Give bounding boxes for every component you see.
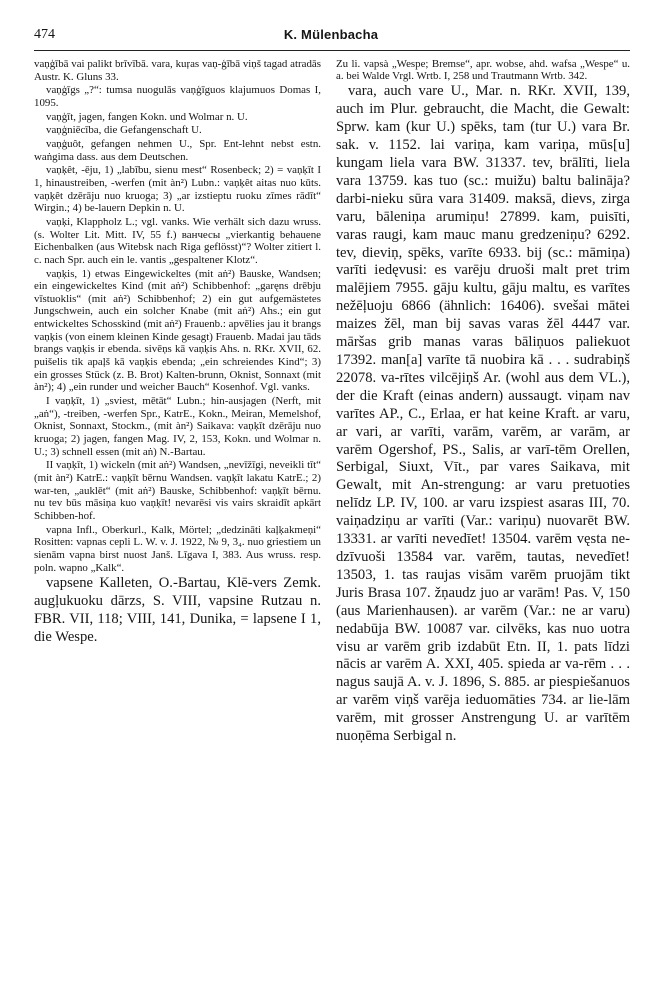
dictionary-entry: vapna Infl., Oberkurl., Kalk, Mörtel; „dedzināti kaļķakmeņi“ Rositten: vapnas cepli L. W. v. J. 1922, № 9, 3₄. nuo griestiem un sienām vapna birst nuost Janš. Līgava I, 383. Aus wruss. resp. poln. wapno „Kalk“. xyxy=(34,523,321,574)
right-column xyxy=(336,58,630,746)
dictionary-entry: Zu li. vapsà „Wespe; Bremse“, apr. wobse, ahd. wafsa „Wespe“ u. a. bei Walde Vrgl. Wrtb. I, 258 und Trautmann Wrtb. 342. xyxy=(336,58,630,83)
header-rule xyxy=(34,50,630,51)
running-head: K. Mülenbacha xyxy=(283,27,379,42)
dictionary-entry: vaņķis, 1) etwas Eingewickeltes (mit aṅ²) Bauske, Wandsen; ein eingewickeltes Kind (mit aṅ²) Schibbenhof: „garęns drēbju vīstuoklis“ (mit aṅ²) Schibbenhof; 2) ein gut aufgemästetes Jungschwein, auch ein solcher Knabe (mit aṅ²) Ahs.; ein gut entwickeltes Schosskind (mit aṅ²) Frauenb.: apvēlies jau it brangs vaņķis (von einem kleinen Kinde gesagt) Frauenb. Madai jau tāds brangs vaņķis ir ebenda. sivēņs kā vaņķis Ahs. n. RKr. XVII, 62. puišelis tik apaļš kā vaņķis ebenda; „ein schreiendes Kind“; 3) ein grosses Stück (z. B. Brot) Kalten-brunn, Oknist, Sonnaxt (mit àn²); 4) „ein runder und weicher Bauch“ Kosenhof. Vgl. vanks. xyxy=(34,267,321,394)
left-column xyxy=(34,58,321,647)
dictionary-entry: vaņķi, Klappholz L.; vgl. vanks. Wie verhält sich dazu wruss. (s. Wolter Lit. Mitt. IV, 55 f.) ванчесы „vierkantig behauene Eichenbalken (aus Witebsk nach Riga geflösst)“? Wolter zitiert l. c. nach Spr. auch ein le. vantis „gespaltener Klotz“. xyxy=(34,215,321,266)
dictionary-entry: I vaņķīt, 1) „sviest, mētāt“ Lubn.; hin-ausjagen (Nerft, mit „aṅ“), -treiben, -werfen Spr., KatrE., Kokn., Meiran, Memelshof, Oknist, Sonnaxt, Stockm., (mit àn²) Saikava: vaņķīt dzērāju nuo kruoga; 2) jagen, fangen Mag. IV, 2, 153, Kokn. und Wolmar n. U.; 3) schnell essen (mit aṅ) N.-Bartau. xyxy=(34,395,321,458)
dictionary-entry: vaņķêt, -ēju, 1) „labību, sienu mest“ Rosenbeck; 2) = vaņķīt I 1, hinaustreiben, -werfen (mit àn²) Lubn.: vaņķêt aitas nuo kūts. vaņķêt dzērāju nuo kruoga; 3) „ar izstieptu ruoku zīmes rādīt“ Wirgin.; 4) be-lauern Depkin n. U. xyxy=(34,164,321,215)
running-header xyxy=(34,27,628,49)
dictionary-entry: II vaņķīt, 1) wickeln (mit aṅ²) Wandsen, „nevīžīgi, neveikli tīt“ (mit àn²) KatrE.: vaņķīt bērnu Wandsen. vaņķīt lakatu KatrE.; 2) war-ten, „auklēt“ (mit aṅ²) Bauske, Schibbenhof: vaņķīt bērnu. nu tev būs māsiņa kuo vaņķīt! nevarēsi vis vairs skraidīt apkārt Schibben-hof. xyxy=(34,459,321,522)
dictionary-entry: vaņģuôt, gefangen nehmen U., Spr. Ent-lehnt nebst estn. waṅgima dass. aus dem Deutschen. xyxy=(34,137,321,163)
dictionary-entry: vaņģniēcība, die Gefangenschaft U. xyxy=(46,124,202,137)
dictionary-entry: vara, auch vare U., Mar. n. RKr. XVII, 139, auch im Plur. gebraucht, die Macht, die Gewalt: Sprw. kam (kur U.) spēks, tam (tur U.) vara Br. sak. v. 1152. lai variņa, kam variņa, mūs[u] kungam liela vara BW. 31337. tev, brālīti, liela vara 13759. kas tuo (sc.: muižu) baltu balināja? darbi-nieku sūra vara 31409. maksā, dievs, zirga varu, bāleniņa arumiņu! 27899. kam, puisīti, varas raugi, kam mauc manu gredzeniņu? 6292. tev, dieviņ, spēks, varīte 6933. bij (sc.: māmiņa) varīti iedęvusi: es varēju druoši malt pret trim malējiem 7955. gāju kultu, gāju maltu, es varītes nežēļuoju 6866 (ähnlich: 16406). svešai mātei maizes žēl, man bij savas varas žēl 4447 var. māršas grib manas varas bāliņuos paliekuot 17392. man[a] varīte tā nuobira kā . . . sudrabiņš 22078. va-rītes vilcējiņš Ar. (wohl aus dem VL.), der die Kraft (einas andern) aussaugt. viņam nav varītes AP., C., Erlaa, er hat keine Kraft. ar varu, ar vari, ar varīti, varām, varēm, ar varām, ar varēm Ogershof, PS., Salis, ar varī-tēm Orellen, Serbigal, Siuxt, Vīt., par vares Saikava, mit Gewalt, mit An-strengung: ar varu pretuoties nelīdz LP. IV, 100. ar varu izspiest asaras III, 70. vaiņadziņu ar varīti (Var.: variņu) nuovarēt BW. 13331. ar varīti nevedīet! 13504. varēm vęsta ne-dzīvuoši 13584 var. varēm, tautas, nevedīet! 13503, 1. tas raujas visām varēm pruojām tikt Juris Brasa 107. žņaudz juo ar varām! Pas. V, 150 (aus Marienhausen). ar varēm (Var.: ne ar varu) nedabūja BW. 10087 var. cilvēks, kas nuo uotra visu ar varēm grib izdabūt Etn. II, 1. pats līdzi nācis ar varēm A. XXI, 405. spieda ar va-rēm . . . nagus saujā A. v. J. 1896, S. 885. ar piespiešanuos ar varēm viņš varēja ieduomāties 734. ar lie-lām varēm, mit grosser Anstrengung U. ar varītēm nuoņēma Serbigal n. xyxy=(336,83,630,745)
dictionary-entry: vapsene Kalleten, O.-Bartau, Klē-vers Zemk. augļukuoku dārzs, S. VIII, vapsine Rutzau n. FBR. VII, 118; VIII, 141, Dunika, = lapsene I 1, die Wespe. xyxy=(34,575,321,645)
dictionary-entry: vaņģīt, jagen, fangen Kokn. und Wolmar n. U. xyxy=(46,110,248,123)
dictionary-entry: vaņģīgs „?“: tumsa nuogulās vaņģīguos klajumuos Domas I, 1095. xyxy=(34,84,321,109)
dictionary-entry: vaņģībā vai palikt brīvībā. vara, kuŗas vaņ-ģībā viņš tagad atradās Austr. K. Gluns 33. xyxy=(34,58,321,83)
page-number: 474 xyxy=(34,27,55,42)
